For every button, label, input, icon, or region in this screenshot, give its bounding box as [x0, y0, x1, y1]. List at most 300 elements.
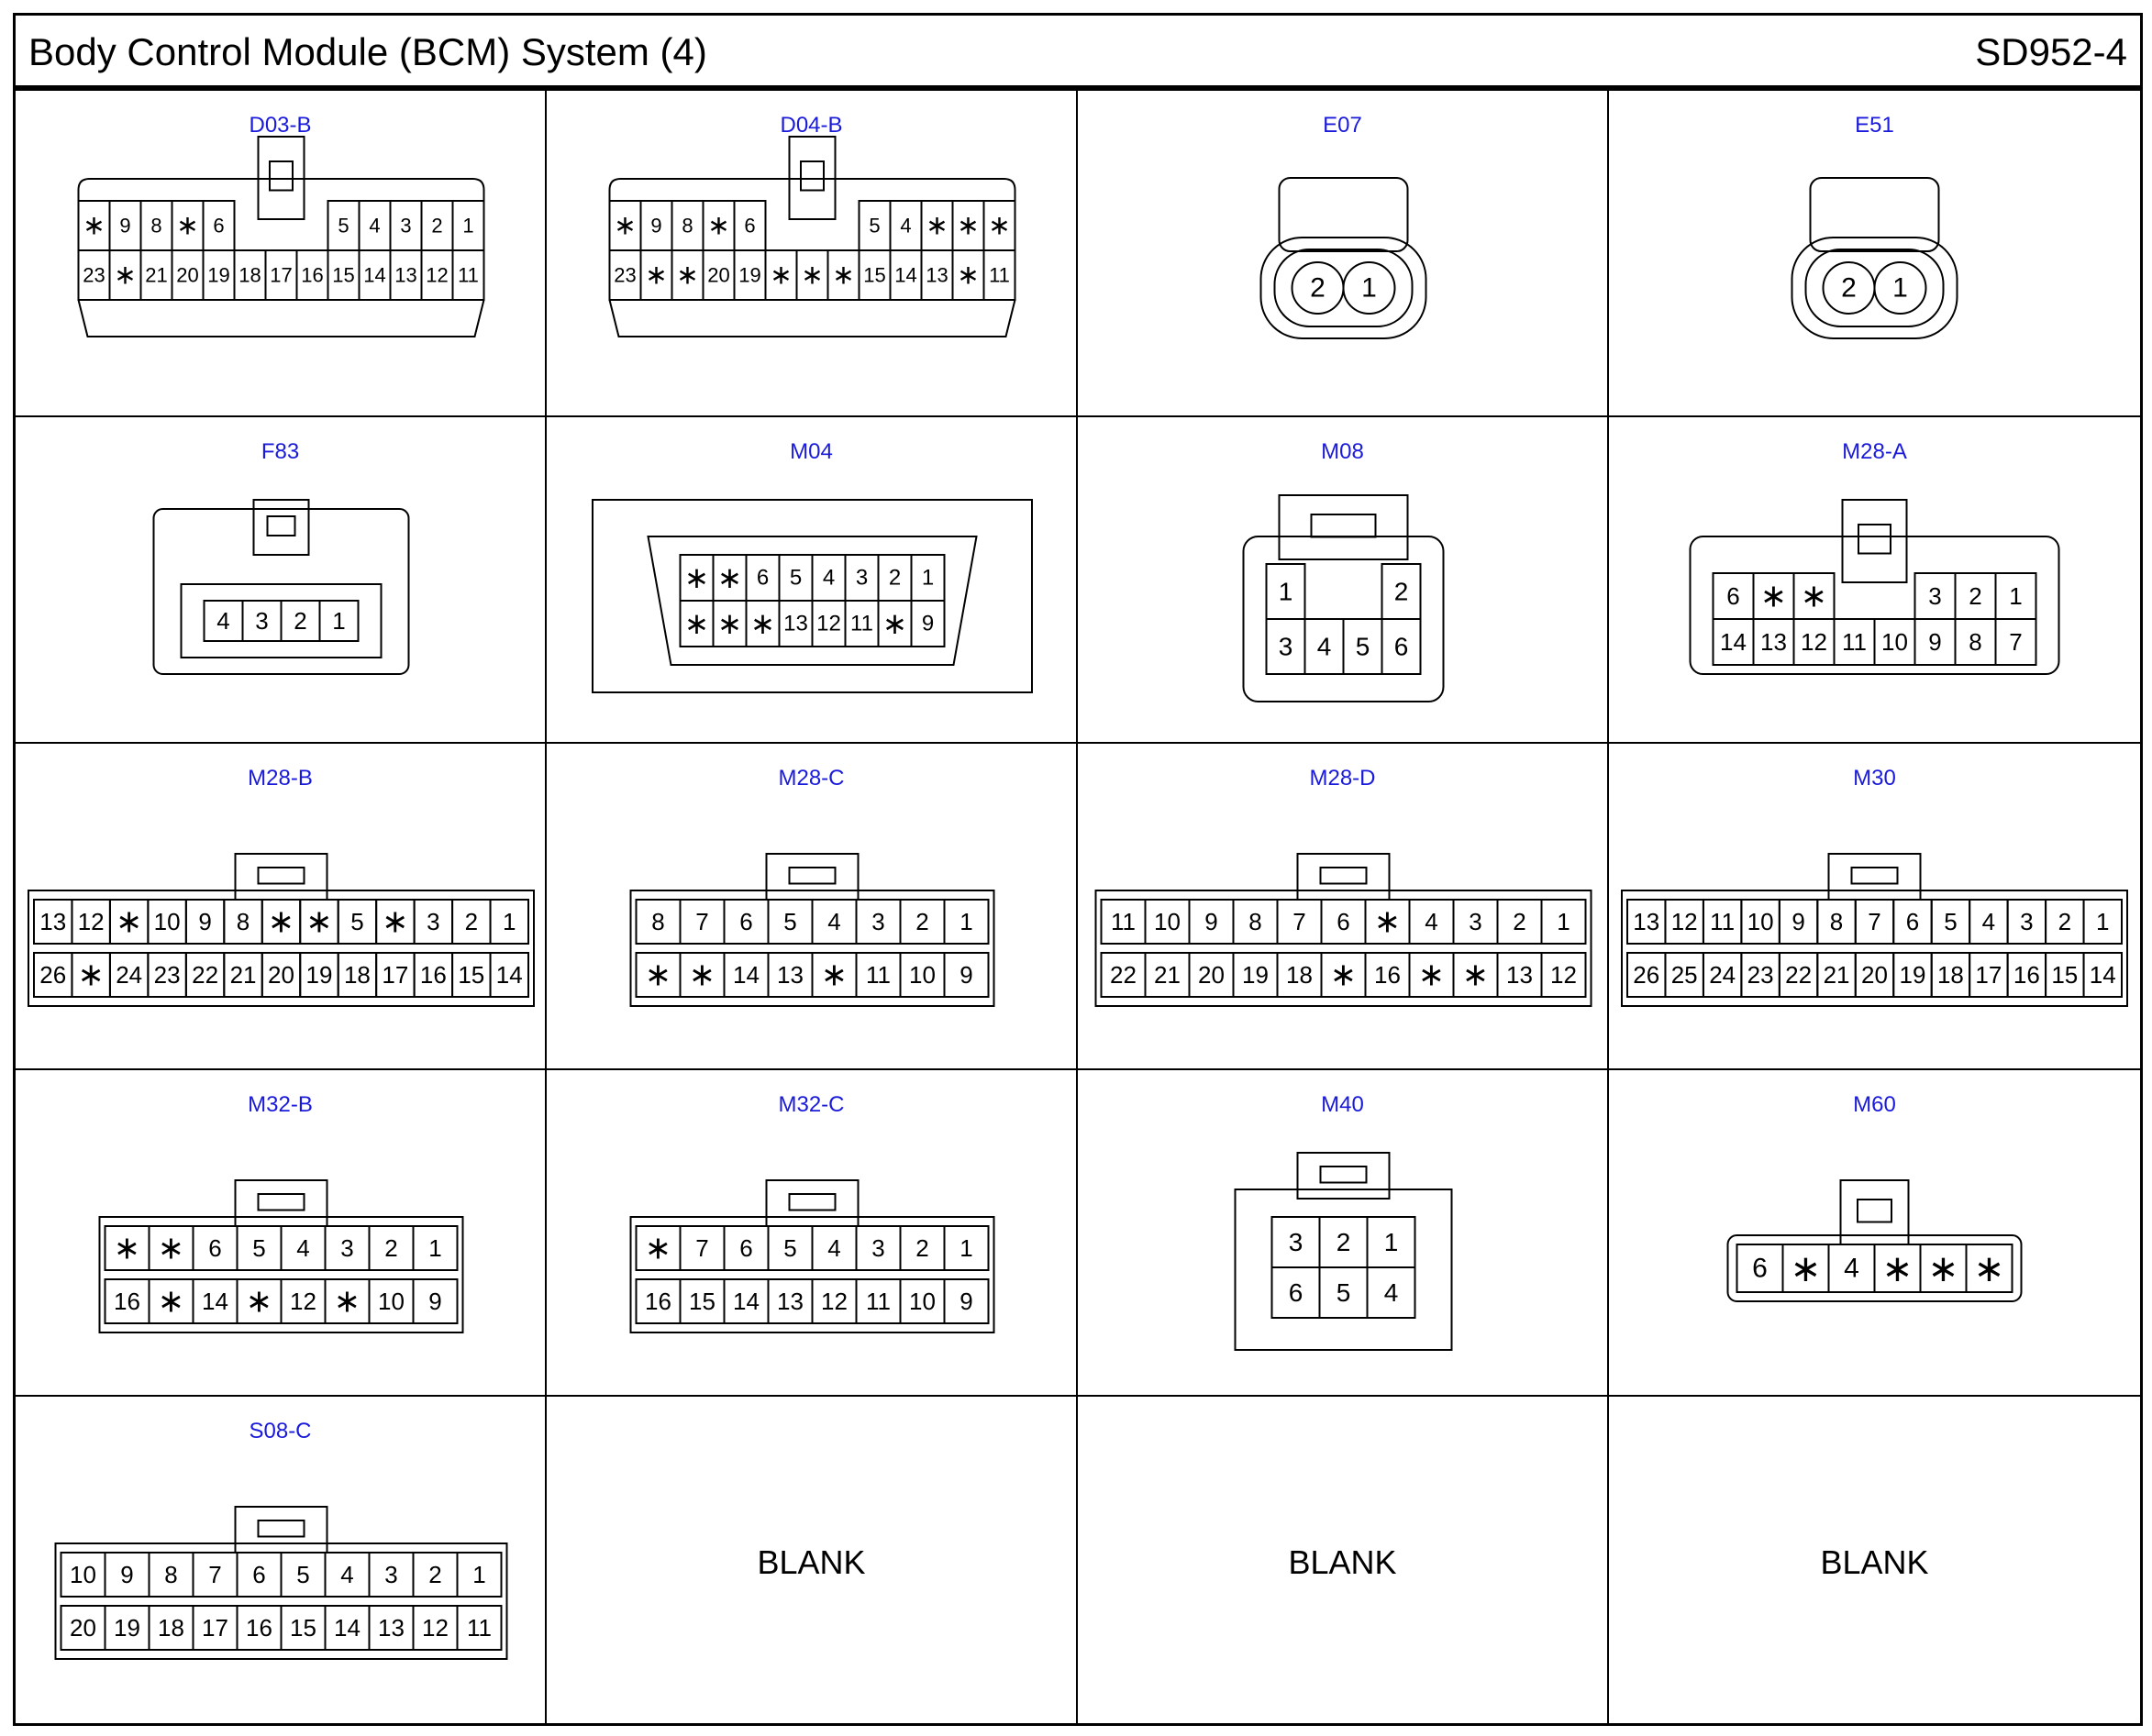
pin-label: ∗	[1800, 578, 1828, 614]
pin-label: 2	[2058, 908, 2072, 935]
pin-label: 12	[1550, 961, 1577, 989]
connector-cell	[16, 744, 547, 1070]
pin-label: 8	[1969, 628, 1982, 656]
latch	[236, 1507, 327, 1553]
pin-label: 2	[294, 607, 307, 635]
pin-label: 1	[1383, 1228, 1399, 1256]
connector-diagram	[1609, 417, 2140, 744]
connector-diagram	[16, 1070, 547, 1397]
pin-label: 20	[707, 263, 730, 287]
connector-id: M60	[1853, 1092, 1896, 1117]
pin-label: 11	[458, 263, 479, 287]
latch	[767, 1180, 859, 1226]
pin-label: 7	[1868, 908, 1881, 935]
blank-cell	[547, 1397, 1078, 1723]
pin-label: 7	[695, 908, 709, 935]
pin-label: 2	[888, 565, 902, 591]
pin-label: 1	[960, 1234, 973, 1262]
pin-label: 13	[378, 1614, 405, 1642]
pin-label: ∗	[770, 260, 793, 291]
pin-label: 16	[645, 1288, 671, 1315]
pin-label: 5	[1944, 908, 1958, 935]
pin-label: 11	[866, 961, 891, 989]
pin-label: 2	[1969, 582, 1982, 610]
connector-id: E07	[1323, 113, 1362, 138]
pin-label: 9	[650, 214, 662, 238]
pin-label: 21	[145, 263, 168, 287]
pin-label: 8	[236, 908, 250, 935]
pin-label: ∗	[957, 210, 980, 241]
pin-label: 24	[116, 961, 143, 989]
pin-label: 17	[270, 263, 293, 287]
connector-cell	[1609, 744, 2140, 1070]
blank-label: BLANK	[1288, 1543, 1397, 1581]
pin-label: 2	[1310, 272, 1326, 304]
pin-label: 26	[39, 961, 67, 989]
pin-label: 15	[332, 263, 355, 287]
connector-id: D04-B	[780, 113, 843, 138]
pin-label: ∗	[688, 956, 716, 993]
pin-label: 11	[850, 611, 873, 636]
pin-label: 20	[268, 961, 294, 989]
connector-cell	[1078, 744, 1609, 1070]
pin-label: 14	[733, 1288, 760, 1315]
blank-cell	[1609, 1397, 2140, 1723]
pin-label: 9	[119, 214, 131, 238]
pin-label: 9	[1928, 628, 1942, 656]
pin-label: 26	[1633, 961, 1660, 989]
pin-label: 4	[1383, 1278, 1399, 1307]
pin-label: 6	[1752, 1253, 1768, 1284]
connector-id: M28-A	[1842, 439, 1907, 464]
latch-tab	[1312, 514, 1376, 537]
pin-label: 5	[1355, 632, 1370, 661]
pin-label: 13	[394, 263, 417, 287]
pin-label: 3	[2020, 908, 2034, 935]
pin-label: 10	[1747, 908, 1774, 935]
pin-label: 1	[1557, 908, 1570, 935]
connector-cell	[16, 1070, 547, 1397]
pin-label: 13	[777, 961, 804, 989]
latch	[1298, 1153, 1390, 1199]
pin-label: 5	[338, 214, 349, 238]
pin-label: 10	[909, 1288, 936, 1315]
pin-label: 3	[400, 214, 412, 238]
pin-label: 6	[756, 565, 770, 591]
pin-label: 1	[462, 214, 474, 238]
pin-label: 19	[1899, 961, 1926, 989]
connector-diagram	[1078, 91, 1609, 417]
latch-tab	[259, 1194, 305, 1211]
connector-diagram	[547, 1070, 1078, 1397]
connector-cell	[1609, 1070, 2140, 1397]
pin-label: 23	[614, 263, 637, 287]
connector-cell	[547, 91, 1078, 417]
pin-label: 4	[216, 607, 230, 635]
pin-label: 15	[2051, 961, 2079, 989]
pin-label: 22	[1110, 961, 1137, 989]
connector-cell	[16, 417, 547, 744]
latch	[1843, 500, 1907, 582]
pin-label: 5	[296, 1561, 310, 1588]
pin-label: 4	[1844, 1253, 1859, 1284]
latch	[1280, 178, 1408, 251]
pin-label: 6	[744, 214, 756, 238]
pin-label: 21	[1154, 961, 1181, 989]
pin-label: 10	[70, 1561, 96, 1588]
pin-label: 12	[816, 611, 841, 636]
pin-label: 1	[2096, 908, 2110, 935]
pin-label: 3	[255, 607, 269, 635]
pin-label: 2	[1841, 272, 1857, 304]
connector-cell	[1609, 91, 2140, 417]
pin-label: 24	[1709, 961, 1736, 989]
pin-label: 21	[229, 961, 257, 989]
pin-label: 4	[369, 214, 381, 238]
latch-tab	[801, 161, 824, 191]
pin-label: 1	[2009, 582, 2023, 610]
pin-label: 15	[689, 1288, 715, 1315]
pin-label: ∗	[176, 210, 199, 241]
pin-label: 2	[384, 1234, 398, 1262]
latch	[236, 1180, 327, 1226]
pin-label: ∗	[716, 561, 743, 594]
latch-tab	[270, 161, 293, 191]
blank-cell	[1078, 1397, 1609, 1723]
pin-label: 19	[738, 263, 761, 287]
title-bar	[16, 16, 2140, 91]
housing-bottom	[610, 300, 1015, 337]
pin-label: 2	[915, 1234, 929, 1262]
pin-label: 5	[869, 214, 881, 238]
pin-label: 3	[1469, 908, 1482, 935]
pin-label: ∗	[157, 1283, 185, 1320]
pin-label: 25	[1670, 961, 1698, 989]
pin-label: ∗	[267, 903, 295, 940]
pin-label: 16	[114, 1288, 140, 1315]
pin-label: ∗	[1461, 956, 1490, 993]
latch-tab	[259, 1520, 305, 1537]
connector-diagram	[1609, 1070, 2140, 1397]
pin-label: 4	[827, 908, 841, 935]
connector-cell	[1609, 417, 2140, 744]
pin-label: 8	[150, 214, 162, 238]
pin-label: ∗	[820, 956, 849, 993]
pin-label: 18	[238, 263, 261, 287]
connector-cell	[547, 1070, 1078, 1397]
sheet-code: SD952-4	[1975, 30, 2127, 73]
pin-label: 9	[921, 611, 935, 636]
pin-label: 1	[921, 565, 935, 591]
pin-label: 3	[855, 565, 869, 591]
connector-id: M40	[1321, 1092, 1364, 1117]
pin-label: 20	[1861, 961, 1888, 989]
pin-label: 16	[419, 961, 447, 989]
pin-label: 10	[909, 961, 936, 989]
connector-diagram	[1078, 1070, 1609, 1397]
pin-label: 10	[1881, 628, 1908, 656]
connector-diagram	[1078, 417, 1609, 744]
pin-label: 20	[176, 263, 199, 287]
pin-label: ∗	[676, 260, 699, 291]
pin-label: 14	[733, 961, 760, 989]
connector-cell	[1078, 91, 1609, 417]
pin-label: 11	[866, 1288, 891, 1315]
connector-id: M04	[790, 439, 833, 464]
pin-label: 1	[332, 607, 346, 635]
pin-label: ∗	[157, 1230, 185, 1266]
connector-diagram	[1609, 744, 2140, 1070]
pin-label: 10	[1154, 908, 1181, 935]
connector-id: D03-B	[249, 113, 312, 138]
pin-label: 1	[960, 908, 973, 935]
diagram-sheet	[13, 13, 2143, 1726]
pin-label: 4	[296, 1234, 310, 1262]
pin-label: ∗	[882, 607, 908, 640]
blank-label: BLANK	[757, 1543, 866, 1581]
connector-housing	[1236, 1189, 1452, 1350]
pin-label: 14	[334, 1614, 361, 1642]
pin-label: 2	[915, 908, 929, 935]
pin-label: 9	[1204, 908, 1218, 935]
pin-label: ∗	[1373, 903, 1402, 940]
pin-label: 3	[871, 1234, 885, 1262]
pin-label: 2	[1336, 1228, 1351, 1256]
connector-id: M28-D	[1309, 766, 1376, 791]
pin-label: 13	[1760, 628, 1787, 656]
latch-tab	[1858, 1200, 1891, 1222]
pin-label: 19	[1242, 961, 1269, 989]
latch	[1829, 854, 1921, 900]
pin-label: 13	[926, 263, 948, 287]
connector-id: M30	[1853, 766, 1896, 791]
pin-label: 9	[1791, 908, 1805, 935]
latch	[236, 854, 327, 900]
connector-cell	[16, 91, 547, 417]
page-title: Body Control Module (BCM) System (4)	[28, 30, 707, 73]
connector-id: M08	[1321, 439, 1364, 464]
connector-cell	[16, 1397, 547, 1723]
pin-label: 11	[1710, 908, 1736, 935]
pin-label: 12	[426, 263, 449, 287]
pin-label: 15	[458, 961, 485, 989]
pin-label: 5	[789, 565, 803, 591]
pin-label: 8	[651, 908, 665, 935]
connector-diagram	[16, 417, 547, 744]
pin-label: 4	[900, 214, 912, 238]
pin-label: ∗	[1417, 956, 1446, 993]
pin-label: ∗	[1881, 1247, 1914, 1289]
pin-label: ∗	[114, 260, 137, 291]
pin-label: 5	[350, 908, 364, 935]
pin-label: 12	[821, 1288, 848, 1315]
connector-id: M28-B	[248, 766, 313, 791]
pin-label: 5	[1336, 1278, 1351, 1307]
pin-label: 16	[2013, 961, 2040, 989]
pin-label: 22	[1785, 961, 1813, 989]
pin-label: 9	[120, 1561, 134, 1588]
connector-cell	[547, 417, 1078, 744]
latch-tab	[268, 516, 295, 536]
pin-label: ∗	[113, 1230, 141, 1266]
pin-label: ∗	[1927, 1247, 1959, 1289]
pin-label: 6	[1337, 908, 1350, 935]
pin-label: 18	[1286, 961, 1313, 989]
connector-id: M32-B	[248, 1092, 313, 1117]
pin-label: 4	[827, 1234, 841, 1262]
pin-label: 4	[340, 1561, 354, 1588]
pin-label: 3	[340, 1234, 354, 1262]
pin-label: 12	[290, 1288, 316, 1315]
pin-label: ∗	[644, 1230, 672, 1266]
pin-label: 8	[682, 214, 693, 238]
pin-label: 17	[382, 961, 409, 989]
connector-diagram	[16, 91, 547, 417]
pin-label: 23	[1747, 961, 1774, 989]
latch-tab	[1858, 525, 1891, 554]
latch-tab	[790, 868, 836, 884]
connector-diagram	[547, 744, 1078, 1070]
pin-label: 23	[153, 961, 181, 989]
pin-label: 13	[777, 1288, 804, 1315]
pin-label: 2	[428, 1561, 442, 1588]
pin-label: 6	[739, 1234, 753, 1262]
pin-label: 13	[783, 611, 808, 636]
connector-housing	[154, 509, 409, 674]
pin-label: ∗	[333, 1283, 361, 1320]
pin-label: ∗	[77, 956, 105, 993]
blank-label: BLANK	[1820, 1543, 1929, 1581]
latch	[767, 854, 859, 900]
pin-label: 4	[822, 565, 836, 591]
pin-label: 22	[192, 961, 219, 989]
pin-label: 9	[960, 1288, 973, 1315]
pin-label: 18	[158, 1614, 184, 1642]
latch	[1298, 854, 1390, 900]
pin-label: 16	[246, 1614, 272, 1642]
pin-label: 14	[495, 961, 523, 989]
pin-label: 8	[1248, 908, 1262, 935]
pin-label: 3	[384, 1561, 398, 1588]
housing-bottom	[79, 300, 484, 337]
pin-label: 6	[213, 214, 225, 238]
pin-label: 3	[1278, 632, 1293, 661]
latch	[1280, 495, 1408, 559]
connector-id: S08-C	[249, 1419, 312, 1443]
pin-label: 11	[1842, 628, 1867, 656]
pin-label: 1	[1278, 577, 1293, 606]
pin-label: 6	[1905, 908, 1920, 935]
connector-diagram	[547, 91, 1078, 417]
pin-label: ∗	[716, 607, 743, 640]
pin-label: 6	[1288, 1278, 1303, 1307]
pin-label: 9	[428, 1288, 442, 1315]
pin-label: 9	[960, 961, 973, 989]
pin-label: 5	[783, 1234, 797, 1262]
pin-label: 20	[1198, 961, 1225, 989]
pin-label: 2	[1393, 577, 1409, 606]
pin-label: ∗	[683, 607, 710, 640]
pin-label: ∗	[926, 210, 948, 241]
pin-label: 7	[1292, 908, 1306, 935]
pin-label: 6	[252, 1561, 266, 1588]
connector-cell	[1078, 1070, 1609, 1397]
connector-id: M32-C	[778, 1092, 845, 1117]
pin-label: 7	[695, 1234, 709, 1262]
pin-label: 12	[1670, 908, 1698, 935]
pin-label: ∗	[1329, 956, 1358, 993]
pin-label: ∗	[957, 260, 980, 291]
connector-cell	[1078, 417, 1609, 744]
pin-label: 3	[1288, 1228, 1303, 1256]
pin-label: 12	[1801, 628, 1827, 656]
pin-label: 14	[894, 263, 917, 287]
latch	[1811, 178, 1939, 251]
pin-label: 14	[2089, 961, 2116, 989]
connector-diagram	[16, 1397, 547, 1723]
pin-label: 20	[70, 1614, 96, 1642]
pin-label: ∗	[614, 210, 637, 241]
pin-label: 11	[467, 1614, 492, 1642]
pin-label: 15	[863, 263, 886, 287]
pin-label: 18	[1936, 961, 1964, 989]
pin-label: 4	[1316, 632, 1332, 661]
pin-label: 18	[343, 961, 371, 989]
pin-label: 8	[1829, 908, 1844, 935]
pin-label: 2	[1513, 908, 1526, 935]
pin-label: 19	[305, 961, 333, 989]
pin-label: 1	[503, 908, 516, 935]
pin-label: 4	[1425, 908, 1438, 935]
pin-label: 10	[378, 1288, 405, 1315]
pin-label: ∗	[1759, 578, 1788, 614]
pin-label: 9	[198, 908, 212, 935]
pin-label: ∗	[83, 210, 105, 241]
connector-diagram	[1609, 91, 2140, 417]
pin-label: ∗	[988, 210, 1011, 241]
pin-label: 14	[1720, 628, 1747, 656]
pin-label: 1	[1892, 272, 1908, 304]
pin-label: 3	[427, 908, 440, 935]
pin-label: ∗	[1790, 1247, 1822, 1289]
pin-label: 15	[290, 1614, 316, 1642]
pin-label: 2	[431, 214, 443, 238]
pin-label: 11	[989, 263, 1010, 287]
pin-label: ∗	[683, 561, 710, 594]
pin-label: 17	[202, 1614, 228, 1642]
pin-label: ∗	[832, 260, 855, 291]
pin-label: 5	[252, 1234, 266, 1262]
pin-label: 14	[202, 1288, 228, 1315]
pin-label: ∗	[305, 903, 333, 940]
pin-label: ∗	[707, 210, 730, 241]
pin-label: ∗	[801, 260, 824, 291]
pin-label: 1	[1361, 272, 1377, 304]
connector-cell	[547, 744, 1078, 1070]
pin-label: 5	[783, 908, 797, 935]
pin-label: 8	[164, 1561, 178, 1588]
pin-label: 3	[871, 908, 885, 935]
pin-label: 6	[208, 1234, 222, 1262]
pin-label: ∗	[749, 607, 776, 640]
latch-tab	[259, 868, 305, 884]
pin-label: 2	[464, 908, 479, 935]
pin-label: ∗	[115, 903, 143, 940]
pin-label: 12	[77, 908, 105, 935]
pin-label: 11	[1111, 908, 1136, 935]
pin-label: 16	[301, 263, 324, 287]
pin-label: 13	[39, 908, 67, 935]
